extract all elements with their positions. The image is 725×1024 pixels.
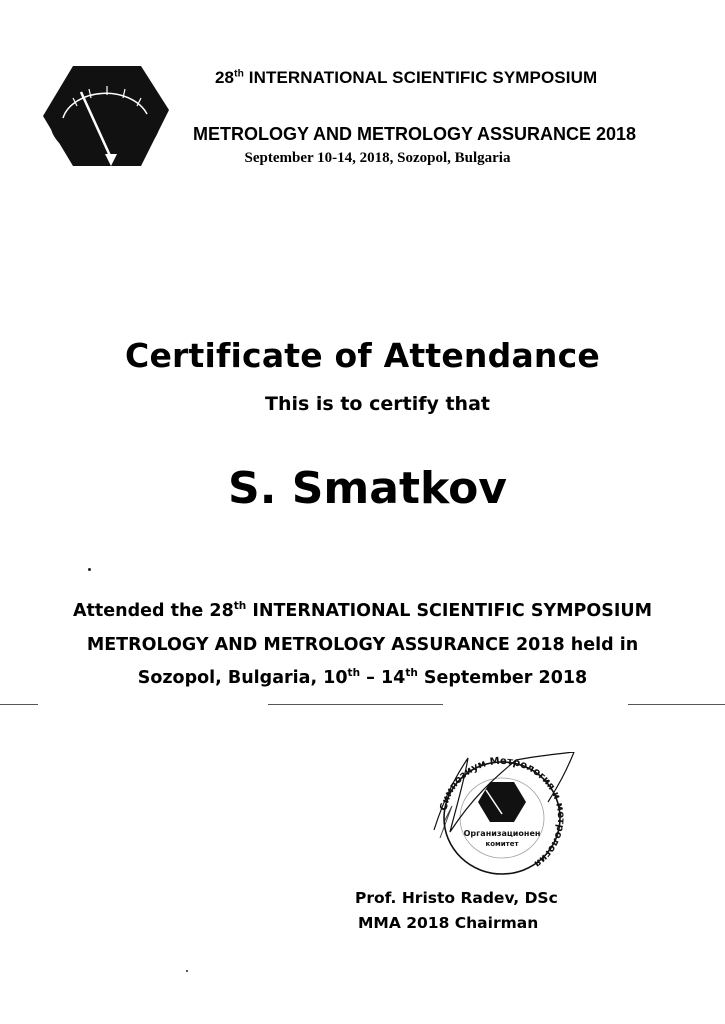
signatory-name: Prof. Hristo Radev, DSc — [355, 889, 558, 907]
stamp-seal-icon — [416, 752, 586, 884]
attendance-line-1 — [0, 601, 725, 621]
event-title: METROLOGY AND METROLOGY ASSURANCE 2018 — [193, 124, 637, 144]
attendance-line-3-sup-2: th — [405, 667, 418, 680]
recipient-name: S. Smatkov — [228, 463, 507, 514]
attendance-line-3-prefix: Sozopol, Bulgaria, 10 — [137, 668, 348, 688]
scan-speck — [88, 568, 91, 571]
attendance-line-2: METROLOGY AND METROLOGY ASSURANCE 2018 held in — [86, 635, 639, 655]
ordinal-suffix: th — [234, 68, 244, 80]
divider-center — [268, 704, 443, 705]
attendance-line-1-prefix: Attended the 28 — [72, 601, 234, 621]
divider-left — [0, 704, 38, 705]
stamp-center-line-2: комитет — [485, 840, 519, 848]
symposium-name: INTERNATIONAL SCIENTIFIC SYMPOSIUM — [248, 68, 598, 87]
attendance-line-3-mid: – 14 — [360, 668, 406, 688]
attendance-line-3 — [0, 668, 725, 688]
ordinal-number: 28 — [215, 68, 235, 87]
stamp-ring-text: Симпозиум Метрология и метрология — [438, 755, 567, 870]
certificate-title: Certificate of Attendance — [125, 336, 600, 375]
signatory-role: MMA 2018 Chairman — [358, 914, 539, 932]
committee-stamp — [416, 752, 586, 884]
certify-text: This is to certify that — [264, 393, 490, 415]
divider-right — [628, 704, 725, 705]
event-dates-location: September 10-14, 2018, Sozopol, Bulgaria — [244, 150, 511, 166]
attendance-line-1-rest: INTERNATIONAL SCIENTIFIC SYMPOSIUM — [246, 601, 652, 621]
attendance-line-1-suffix: th — [233, 600, 247, 613]
symposium-heading — [215, 68, 597, 88]
attendance-line-3-rest: September 2018 — [417, 668, 588, 688]
attendance-line-3-sup-1: th — [347, 667, 361, 680]
scan-speck — [186, 970, 188, 972]
stamp-center-line-1: Организационен — [463, 829, 541, 838]
